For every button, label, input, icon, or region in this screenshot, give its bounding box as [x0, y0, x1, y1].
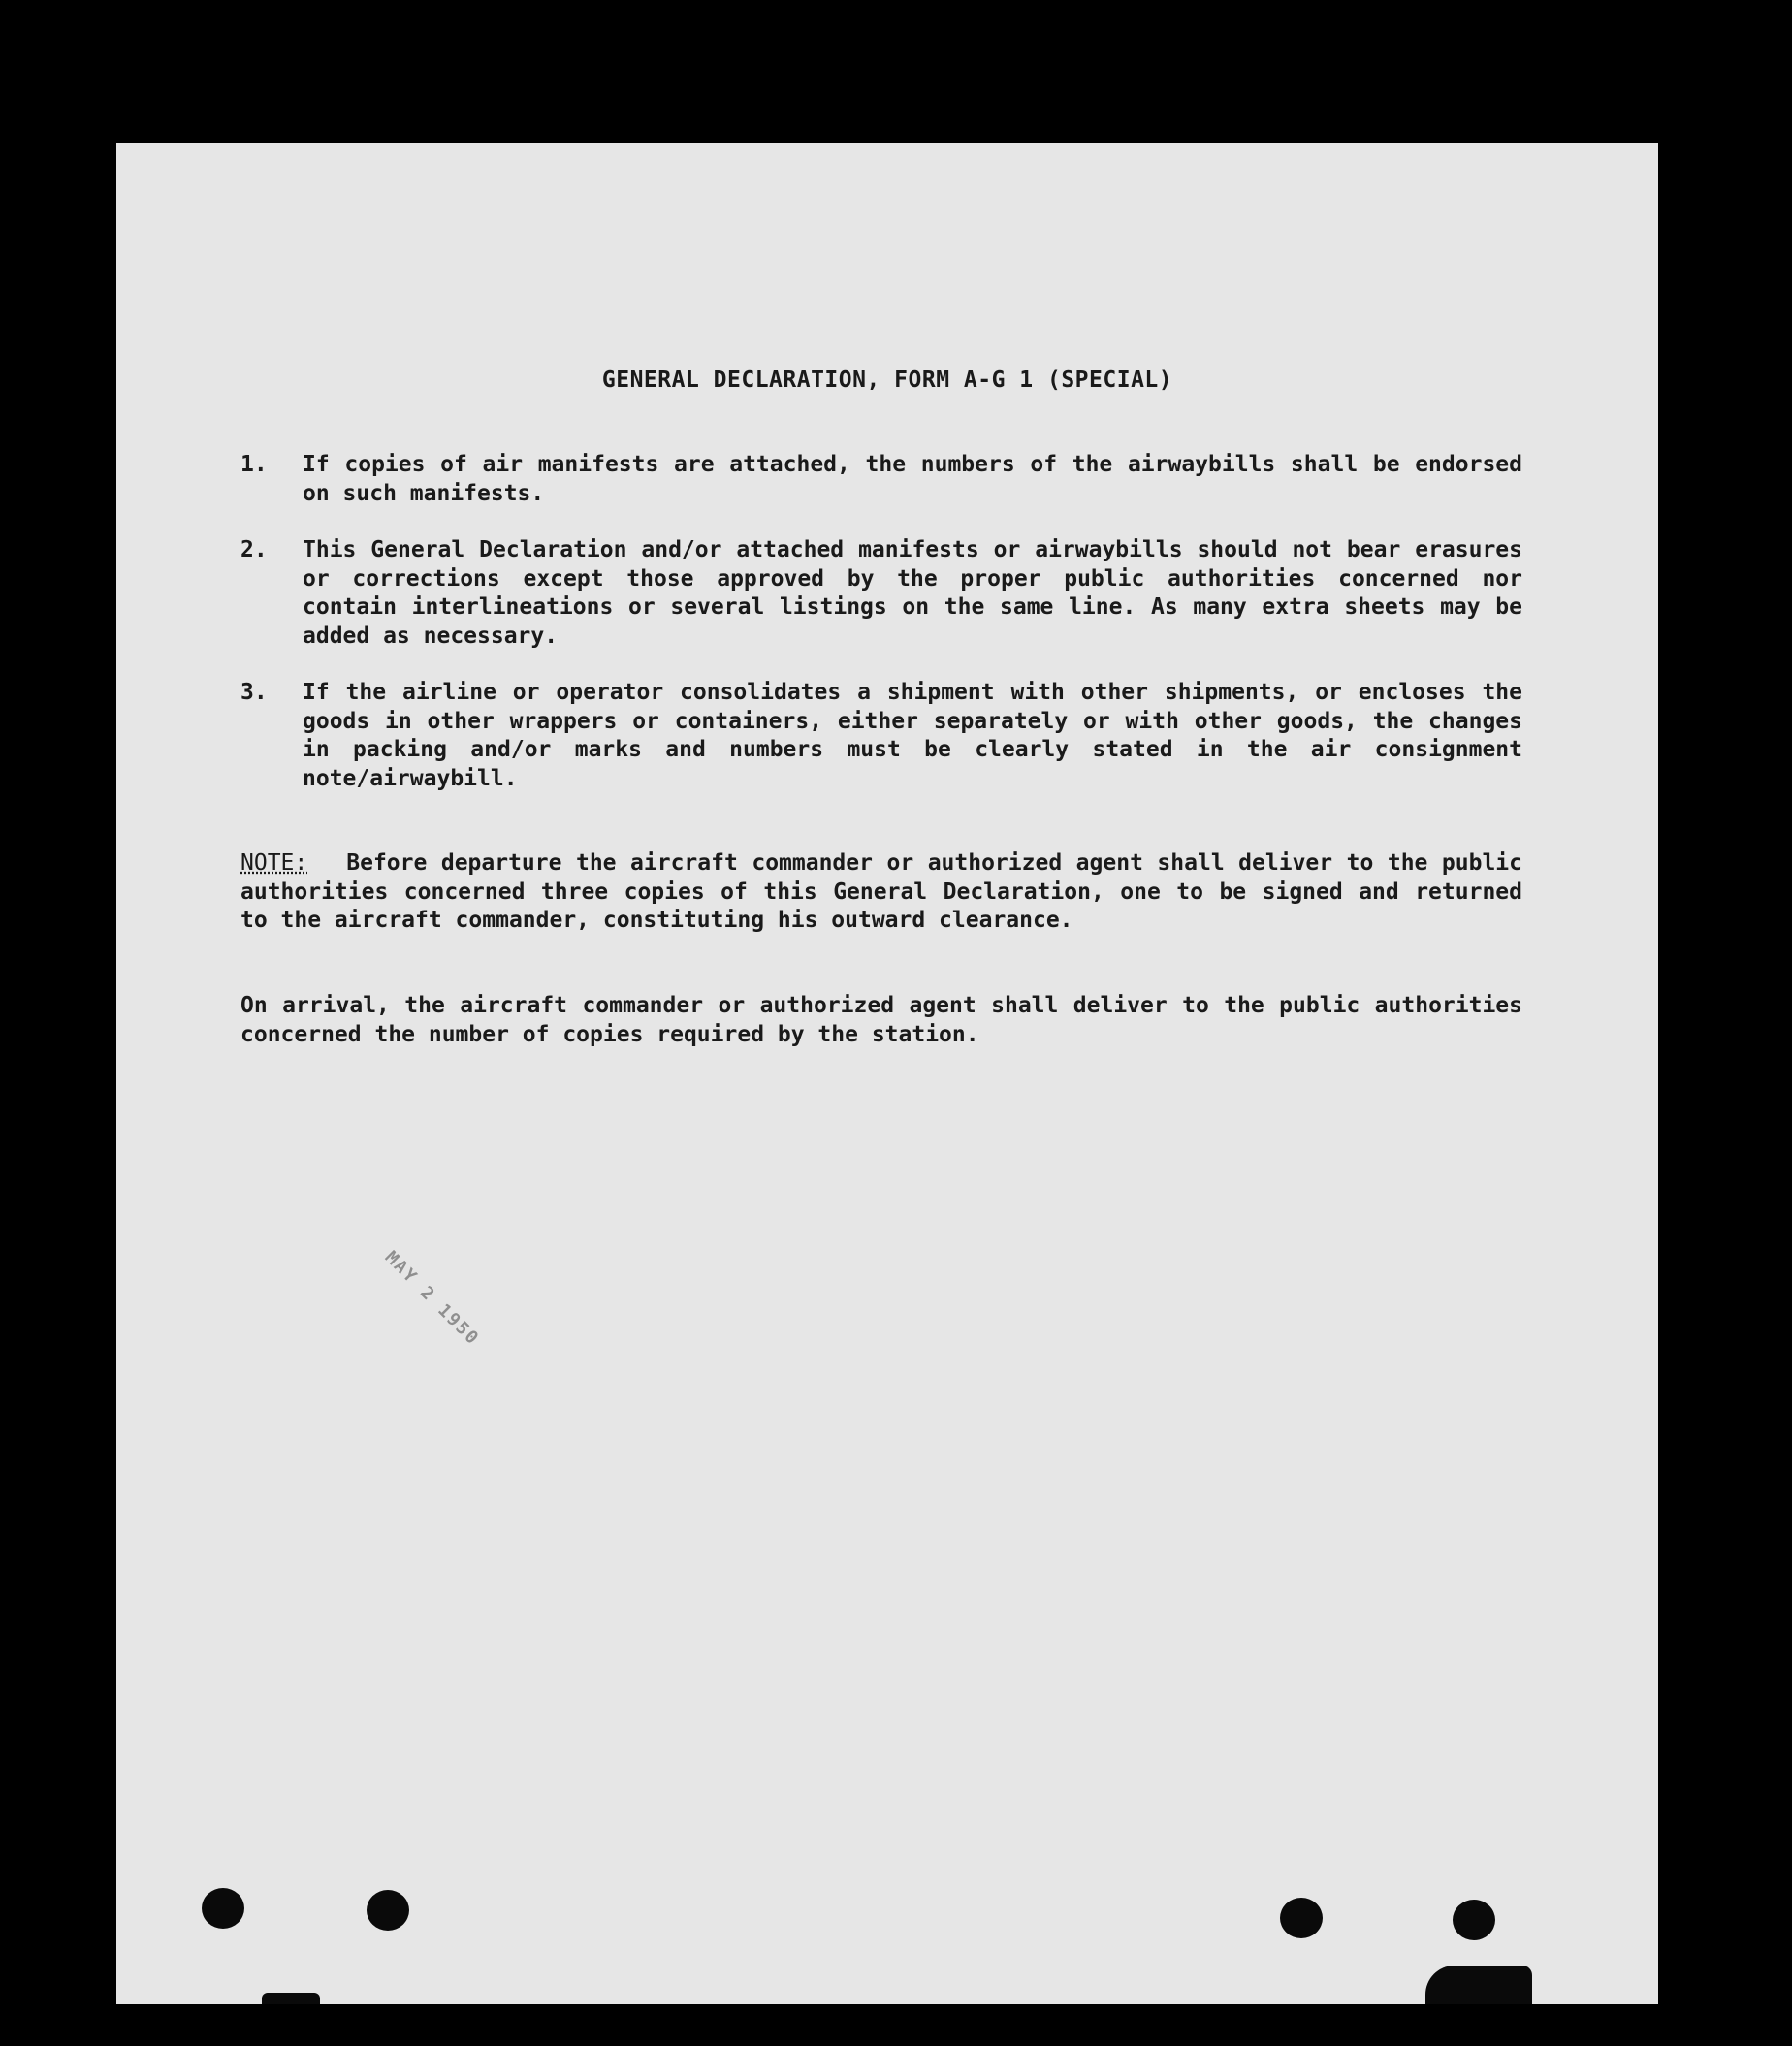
punch-hole — [367, 1890, 409, 1931]
item-text: This General Declaration and/or attached manifests or airwaybills should not bear erasures or corrections except those approved by the proper public authorities concerned nor contain interlineations or several listings on the same line. As many extra sheets may be added as necessary. — [303, 537, 1522, 649]
document-page — [116, 143, 1658, 2004]
item-number: 1. — [240, 452, 268, 477]
arrival-paragraph: On arrival, the aircraft commander or authorized agent shall deliver to the public authorities concerned the number of copies required by the station. — [240, 993, 1522, 1047]
torn-edge — [1425, 1966, 1532, 2004]
item-text: If copies of air manifests are attached, the numbers of the airwaybills shall be endorsed on such manifests. — [303, 452, 1522, 506]
punch-hole — [1280, 1898, 1323, 1938]
item-text: If the airline or operator consolidates a shipment with other shipments, or encloses the goods in other wrappers or containers, either separately or with other goods, the changes in packing and/or marks and numbers must be clearly stated in the air consignment note/airwaybill. — [303, 680, 1522, 791]
item-number: 3. — [240, 680, 268, 705]
list-item — [240, 451, 1522, 508]
note-text: Before departure the aircraft commander or authorized agent shall deliver to the public authorities concerned three copies of this General Declaration, one to be signed and returned to the aircraft commander, constituting his outward clearance. — [240, 850, 1522, 933]
document-title: GENERAL DECLARATION, FORM A-G 1 (SPECIAL) — [601, 368, 1173, 393]
list-item — [240, 679, 1522, 793]
note-label: NOTE: — [240, 850, 308, 876]
received-stamp: MAY 2 1950 — [380, 1247, 484, 1350]
punch-hole — [202, 1888, 244, 1929]
punch-hole — [1453, 1900, 1495, 1940]
note-paragraph — [240, 849, 1522, 936]
list-item — [240, 536, 1522, 651]
torn-edge — [262, 1993, 320, 2004]
item-number: 2. — [240, 537, 268, 562]
